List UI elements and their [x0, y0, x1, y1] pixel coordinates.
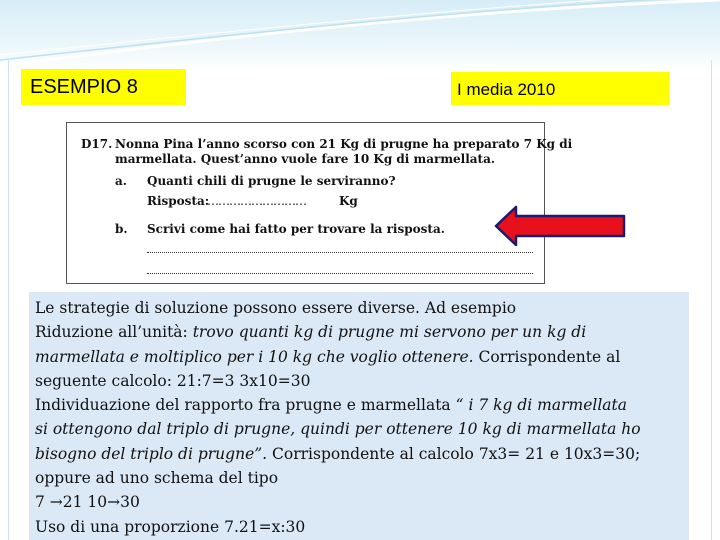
explanation-line-10: Uso di una proporzione 7.21=x:30	[35, 517, 306, 536]
problem-line-1: Nonna Pina l’anno scorso con 21 Kg di prugne ha preparato 7 Kg di	[115, 137, 573, 151]
explanation-line-5: Individuazione del rapporto fra prugne e marmellata “ i 7 kg di marmellata	[35, 396, 628, 415]
slide-header-background	[0, 0, 720, 70]
explanation-line-7: bisogno del triplo di prugne”. Corrispondente al calcolo 7x3= 21 e 10x3=30;	[35, 444, 641, 463]
problem-image	[66, 122, 573, 284]
answer-line-2	[147, 273, 533, 274]
frame-line-right	[711, 60, 712, 540]
question-a-letter: a.	[115, 174, 127, 188]
question-b-text: Scrivi come hai fatto per trovare la risposta.	[147, 222, 445, 236]
explanation-line-8: oppure ad uno schema del tipo	[35, 469, 279, 488]
answer-label: Risposta:	[147, 194, 210, 208]
explanation-line-1: Le strategie di soluzione possono essere diverse. Ad esempio	[35, 299, 517, 317]
answer-line-1	[147, 252, 533, 253]
explanation-panel	[29, 292, 689, 540]
example-label: ESEMPIO 8	[21, 69, 186, 105]
question-a-text: Quanti chili di prugne le serviranno?	[147, 174, 396, 188]
problem-id: D17.	[81, 137, 113, 151]
answer-dots: ………………………	[207, 194, 306, 208]
explanation-line-3: marmellata e moltiplico per i 10 kg che voglio ottenere. Corrispondente al	[35, 347, 621, 366]
answer-unit: Kg	[339, 194, 358, 208]
question-b-letter: b.	[115, 222, 128, 236]
explanation-line-4: seguente calcolo: 21:7=3 3x10=30	[35, 371, 311, 390]
problem-line-2: marmellata. Quest’anno vuole fare 10 Kg di marmellata.	[115, 152, 496, 166]
frame-line-left	[8, 60, 9, 540]
header-swoosh-decoration	[0, 0, 720, 70]
explanation-line-6: si ottengono dal triplo di prugne, quindi per ottenere 10 kg di marmellata ho	[35, 420, 641, 439]
year-label: I media 2010	[451, 72, 669, 105]
explanation-line-2: Riduzione all’unità: trovo quanti kg di prugne mi servono per un kg di	[35, 323, 587, 342]
red-arrow-left-icon	[494, 205, 626, 247]
explanation-line-9: 7 →21 10→30	[35, 493, 140, 512]
